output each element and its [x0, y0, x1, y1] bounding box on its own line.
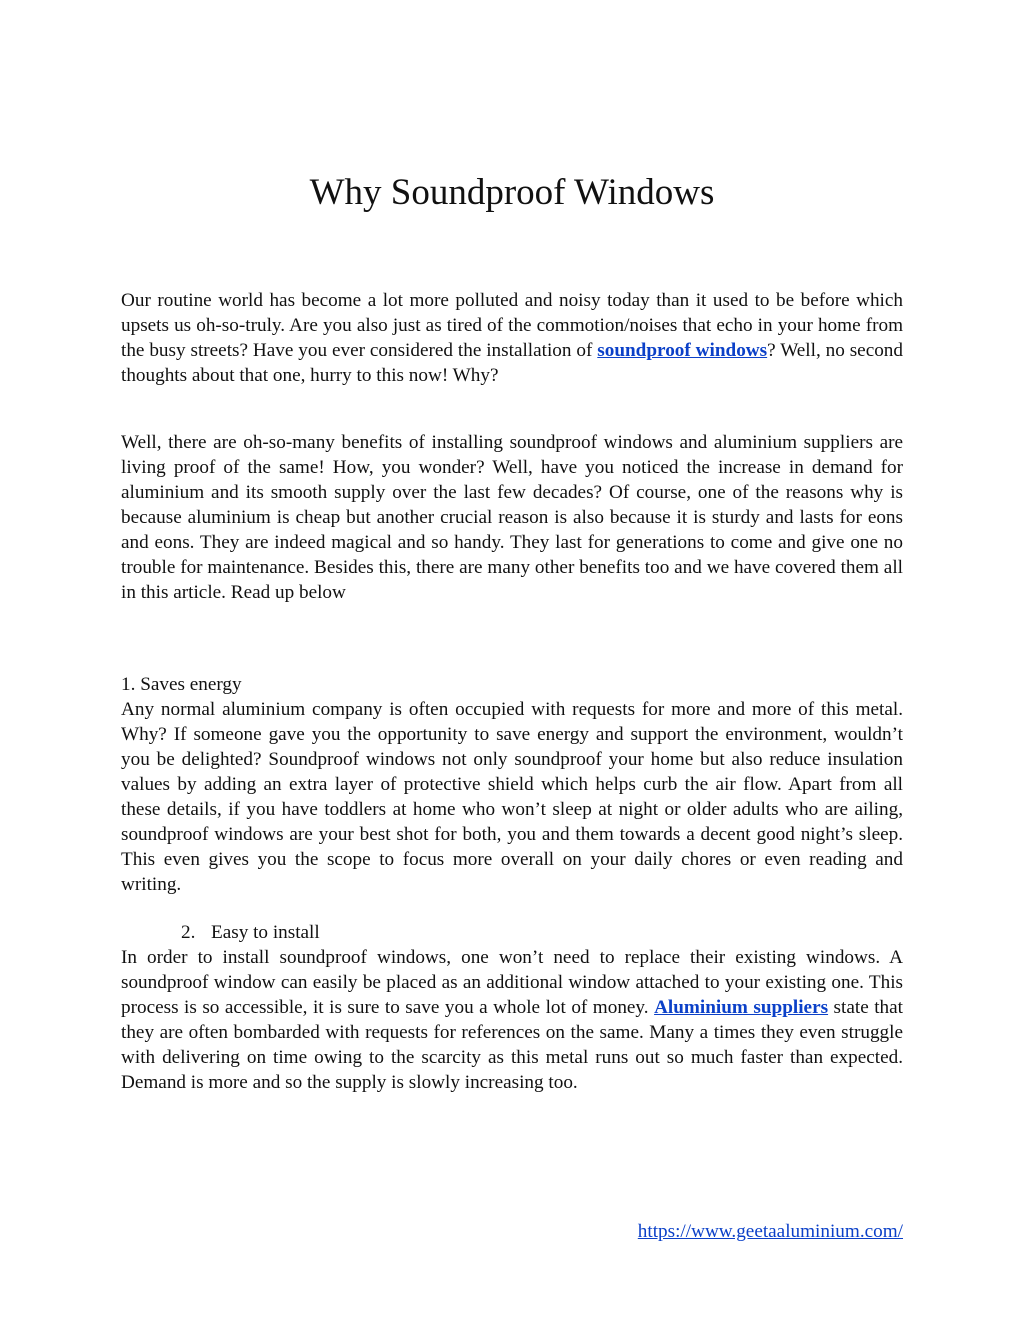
section2-text-after-link: state that they are often bombarded with requests for references on the same. Many a times they even struggle with delivering on time owing to the scarcity as this metal runs out so much faster than expected. Demand is more and so the supply is slowly increasing too.: [121, 997, 903, 1093]
section2-text-before-link: In order to install soundproof windows, one won’t need to replace their existing windows. A soundproof window can easily be placed as an additional window attached to your existing one. This process is so accessible, it is sure to save you a whole lot of money.: [121, 947, 903, 1018]
section1-heading: 1. Saves energy: [121, 674, 242, 695]
aluminium-suppliers-link[interactable]: Aluminium suppliers: [654, 997, 829, 1018]
benefits-paragraph: Well, there are oh-so-many benefits of installing soundproof windows and aluminium suppliers are living proof of the same! How, you wonder? Well, have you noticed the increase in demand for aluminium and its smooth supply over the last few decades? Of course, one of the reasons why is because aluminium is cheap but another crucial reason is also because it is sturdy and lasts for eons and eons. They are indeed magical and so handy. They last for generations to come and give one no trouble for maintenance. Besides this, there are many other benefits too and we have covered them all in this article. Read up below: [121, 432, 903, 603]
section1-body: Any normal aluminium company is often occupied with requests for more and more of this metal. Why? If someone gave you the opportunity to save energy and support the environment, wouldn’t you be delighted? Soundproof windows not only soundproof your home but also reduce insulation values by adding an extra layer of protective shield which helps curb the air flow. Apart from all these details, if you have toddlers at home who won’t sleep at night or older adults who are ailing, soundproof windows are your best shot for both, you and them towards a decent good night’s sleep. This even gives you the scope to focus more overall on your daily chores or even reading and writing.: [121, 699, 903, 895]
intro-paragraph: [121, 288, 903, 388]
intro-text-after-link: ? Well, no second thoughts about that one, hurry to this now! Why?: [121, 340, 903, 386]
section2-heading-text: Easy to install: [211, 922, 320, 943]
section2-body: [121, 945, 903, 1095]
section2-heading: [121, 920, 903, 945]
section-saves-energy: [121, 672, 903, 897]
document-title: Why Soundproof Windows: [309, 172, 715, 213]
soundproof-windows-link[interactable]: soundproof windows: [597, 340, 768, 361]
footer-website-link[interactable]: https://www.geetaaluminium.com/: [637, 1221, 903, 1242]
section2-number: 2.: [181, 922, 196, 943]
intro-text-before-link: Our routine world has become a lot more polluted and noisy today than it used to be before which upsets us oh-so-truly. Are you also just as tired of the commotion/noises that echo in your home from the busy streets? Have you ever considered the installation of: [121, 290, 903, 361]
section-easy-to-install: [121, 920, 903, 1095]
